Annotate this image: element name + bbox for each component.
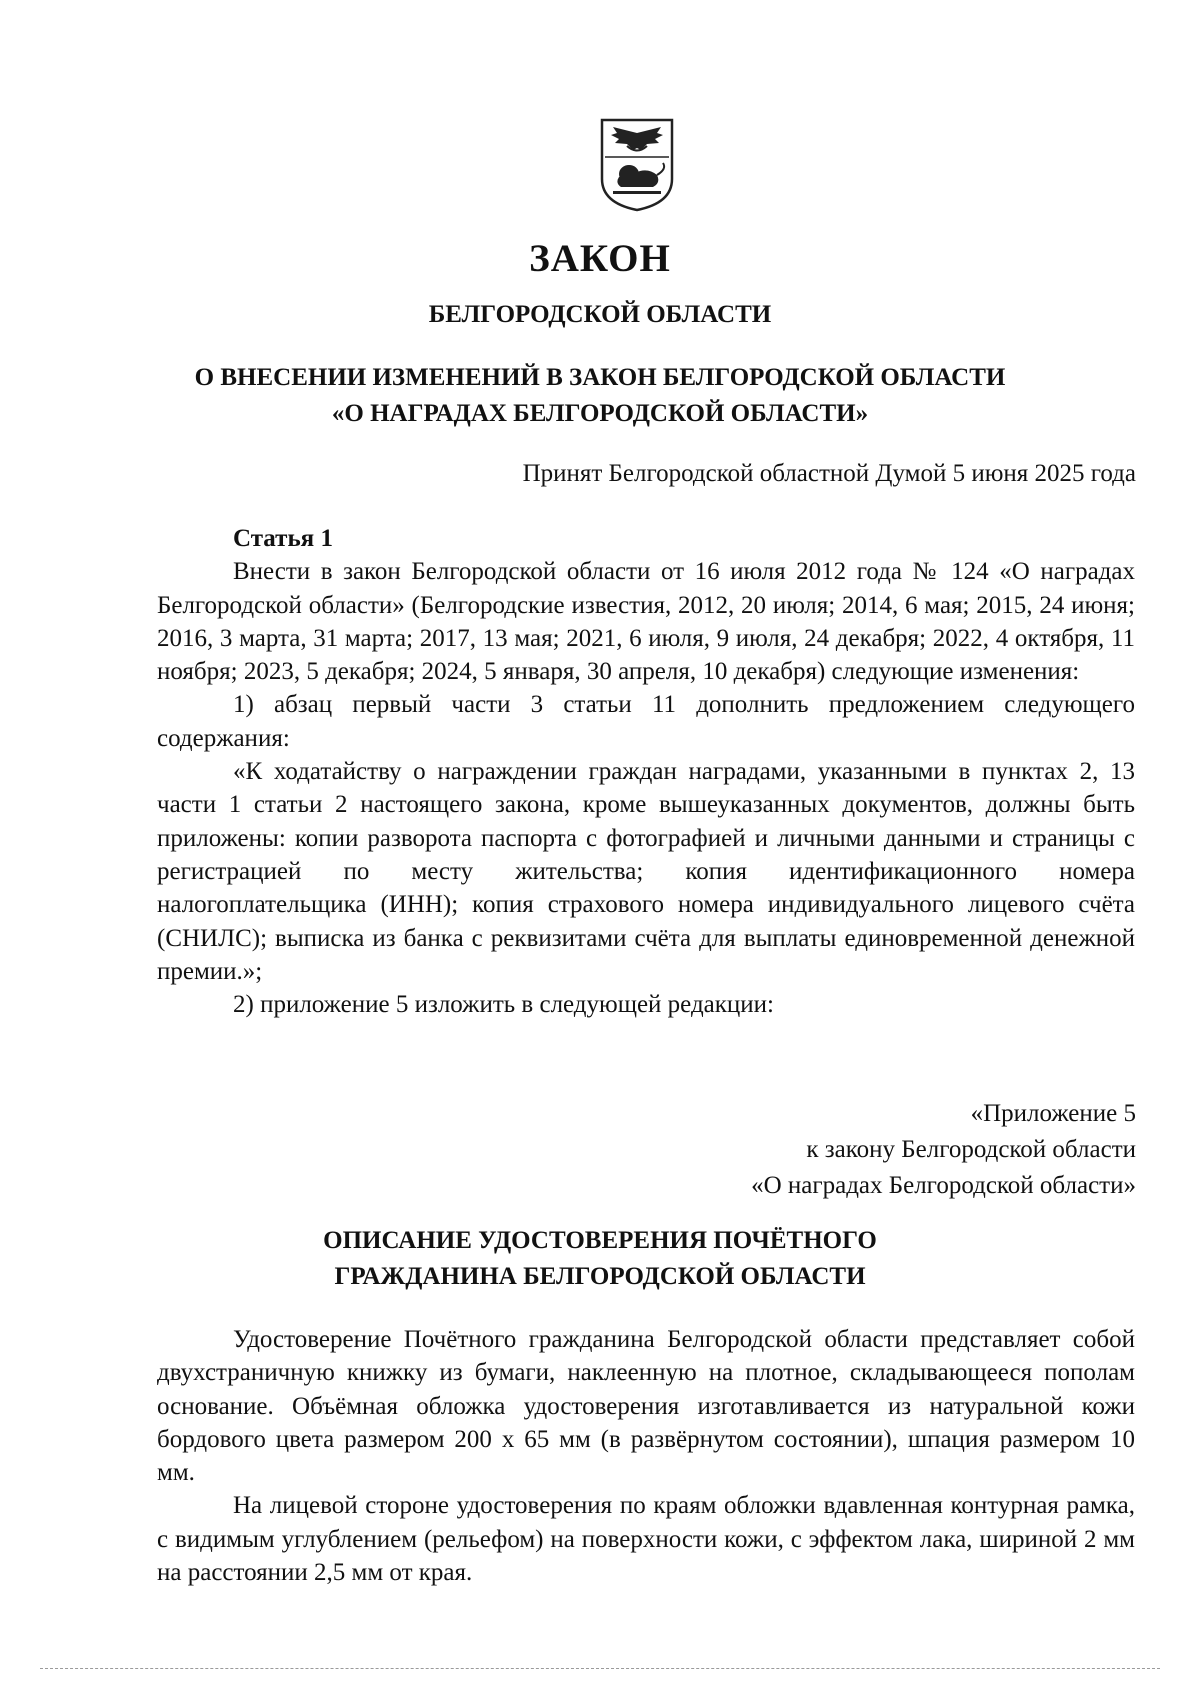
appendix-line-3: «О наградах Белгородской области» bbox=[751, 1172, 1136, 1199]
appendix-line-2: к закону Белгородской области bbox=[806, 1136, 1136, 1163]
description-paragraph-1: Удостоверение Почётного гражданина Белгородской области представляет собой двухстраничную книжку из бумаги, наклеенную на плотное, складывающееся пополам основание. Объёмная обложка удостоверения изготавливается из натуральной кожи бордового цвета размером 200 х 65 мм (в развёрнутом состоянии), шпация размером 10 мм. bbox=[157, 1326, 1135, 1487]
article-intro: Внести в закон Белгородской области от 16 июля 2012 года № 124 «О наградах Белгородской области» (Белгородские известия, 2012, 20 июля; 2014, 6 мая; 2015, 24 июня; 2016, 3 марта, 31 марта; 2017, 13 мая; 2021, 6 июля, 9 июля, 24 декабря; 2022, 4 октября, 11 ноября; 2023, 5 декабря; 2024, 5 января, 30 апреля, 10 декабря) следующие изменения: bbox=[157, 558, 1135, 686]
appendix-line-1: «Приложение 5 bbox=[970, 1100, 1136, 1127]
amendment-quote: «К ходатайству о награждении граждан наградами, указанными в пунктах 2, 13 части 1 статьи 2 настоящего закона, кроме вышеуказанных документов, должны быть приложены: копии разворота паспорта с фотографией и личными данными и страницы с регистрацией по месту жительства; копия идентификационного номера налогоплательщика (ИНН); копия страхового номера индивидуального лицевого счёта (СНИЛС); выписка из банка с реквизитами счёта для выплаты единовременной денежной премии.»; bbox=[157, 758, 1135, 985]
description-title-line-2: ГРАЖДАНИНА БЕЛГОРОДСКОЙ ОБЛАСТИ bbox=[334, 1263, 866, 1290]
law-title-line-2: «О НАГРАДАХ БЕЛГОРОДСКОЙ ОБЛАСТИ» bbox=[331, 400, 869, 427]
description-body bbox=[157, 1323, 1135, 1589]
document-subtitle: БЕЛГОРОДСКОЙ ОБЛАСТИ bbox=[428, 301, 772, 328]
amendment-item-1: 1) абзац первый части 3 статьи 11 дополнить предложением следующего содержания: bbox=[157, 691, 1135, 752]
footer-divider bbox=[40, 1668, 1160, 1669]
law-title bbox=[0, 360, 1200, 432]
article-heading: Статья 1 bbox=[233, 525, 333, 552]
adoption-note: Принят Белгородской областной Думой 5 июня 2025 года bbox=[522, 460, 1136, 487]
article-1 bbox=[157, 522, 1135, 1021]
amendment-item-2: 2) приложение 5 изложить в следующей редакции: bbox=[233, 991, 774, 1019]
law-title-line-1: О ВНЕСЕНИИ ИЗМЕНЕНИЙ В ЗАКОН БЕЛГОРОДСКОЙ ОБЛАСТИ bbox=[194, 364, 1006, 391]
description-paragraph-2: На лицевой стороне удостоверения по краям обложки вдавленная контурная рамка, с видимым углублением (рельефом) на поверхности кожи, с эффектом лака, шириной 2 мм на расстоянии 2,5 мм от края. bbox=[157, 1492, 1135, 1587]
document-title: ЗАКОН bbox=[529, 237, 671, 280]
description-title bbox=[0, 1223, 1200, 1295]
description-title-line-1: ОПИСАНИЕ УДОСТОВЕРЕНИЯ ПОЧЁТНОГО bbox=[323, 1227, 877, 1254]
coat-of-arms-icon bbox=[599, 117, 675, 213]
appendix-reference bbox=[751, 1096, 1136, 1204]
